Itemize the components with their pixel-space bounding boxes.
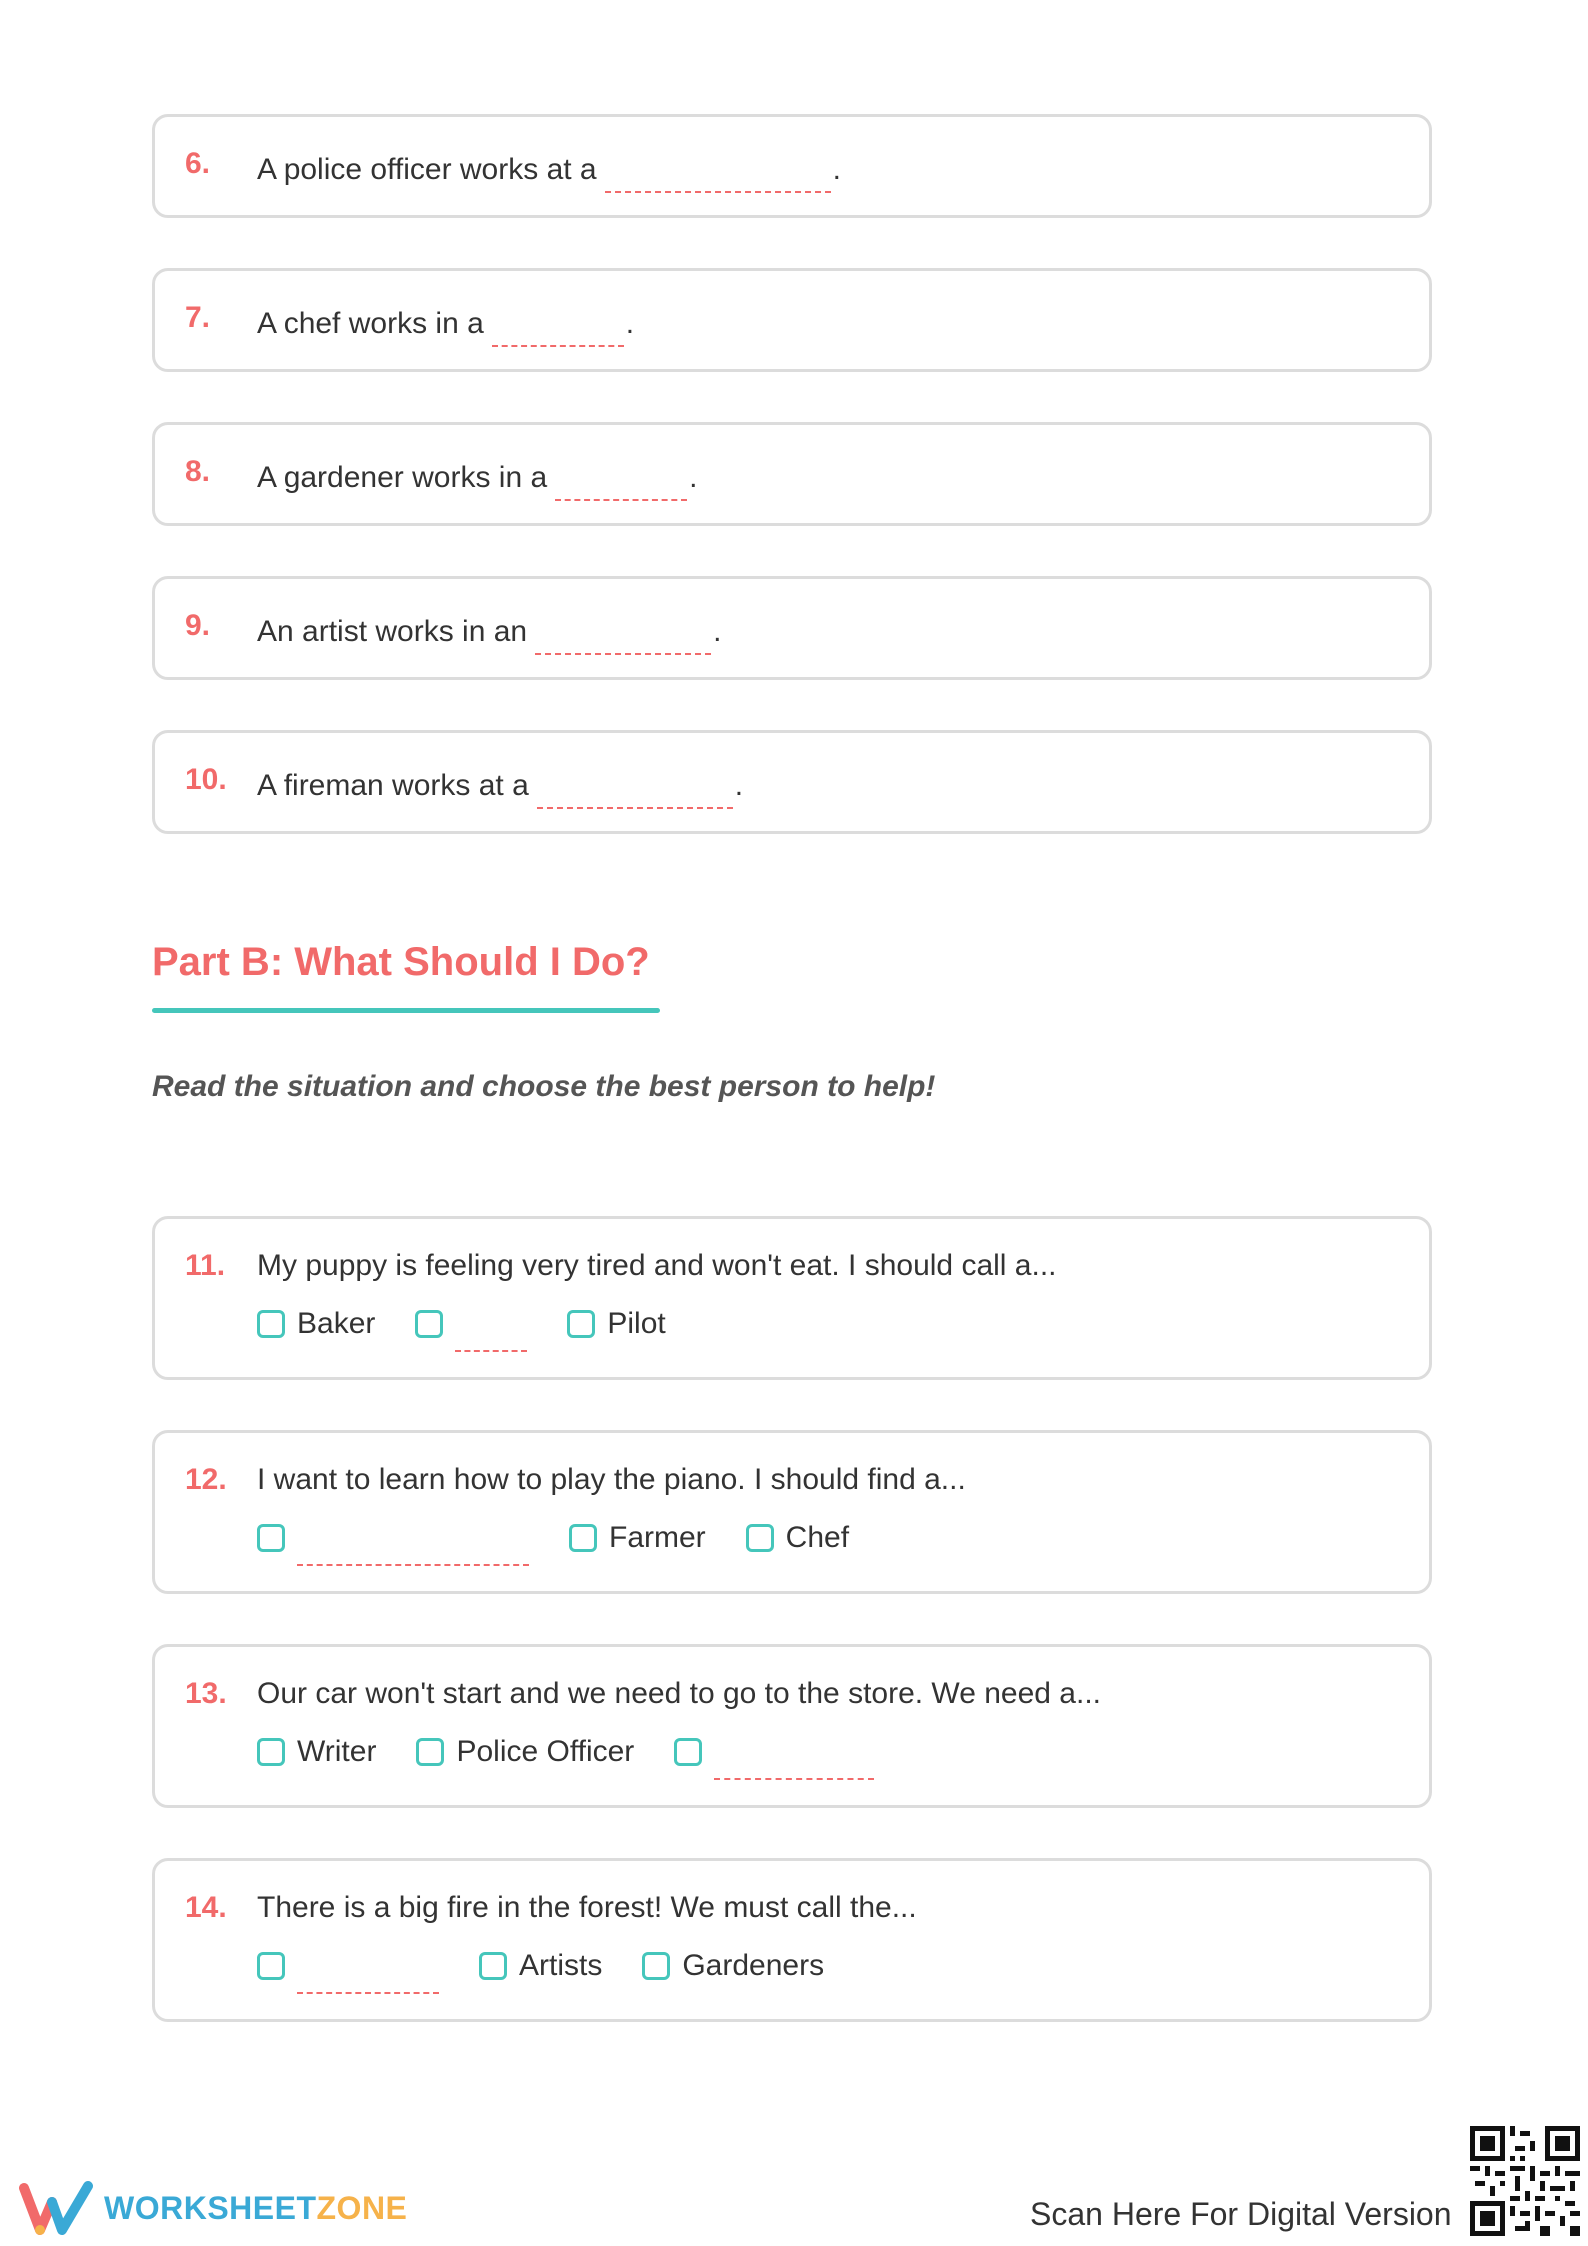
checkbox-icon[interactable] [642,1952,670,1980]
section-instruction: Read the situation and choose the best person to help! [152,1070,936,1103]
question-card-13 [152,1644,1432,1808]
answer-blank[interactable] [535,623,711,655]
option-label: Pilot [607,1307,666,1340]
checkbox-icon[interactable] [674,1738,702,1766]
question-text: My puppy is feeling very tired and won't eat. I should call a... [257,1249,1057,1282]
question-number: 12. [185,1463,227,1496]
question-text [257,455,698,495]
question-prompt: A police officer works at a [257,153,597,186]
checkbox-icon[interactable] [479,1952,507,1980]
question-card-9 [152,576,1432,680]
section-heading: Part B: What Should I Do? [152,940,650,984]
checkbox-icon[interactable] [257,1952,285,1980]
question-number: 8. [185,455,211,488]
option[interactable] [415,1308,527,1340]
options-row [257,1735,914,1769]
option-blank[interactable] [297,1962,439,1994]
option[interactable] [257,1735,376,1769]
answer-blank[interactable] [492,315,624,347]
option-blank[interactable] [455,1320,527,1352]
question-number: 10. [185,763,227,796]
scan-caption: Scan Here For Digital Version [1030,2196,1452,2232]
question-text: There is a big fire in the forest! We must call the... [257,1891,917,1924]
checkbox-icon[interactable] [257,1738,285,1766]
option[interactable] [569,1521,706,1555]
period: . [689,461,698,494]
options-row [257,1949,864,1983]
option-label: Artists [519,1949,603,1982]
checkbox-icon[interactable] [415,1310,443,1338]
option-label: Police Officer [456,1735,635,1768]
option[interactable] [674,1736,874,1768]
question-text: I want to learn how to play the piano. I should find a... [257,1463,966,1496]
option[interactable] [257,1522,529,1554]
question-card-14 [152,1858,1432,2022]
question-prompt: A gardener works in a [257,461,548,494]
question-number: 14. [185,1891,227,1924]
question-number: 6. [185,147,211,180]
question-card-12 [152,1430,1432,1594]
option-label: Baker [297,1307,376,1340]
question-number: 13. [185,1677,227,1710]
option-label: Chef [785,1521,850,1554]
option-blank[interactable] [714,1748,874,1780]
question-card-8 [152,422,1432,526]
answer-blank[interactable] [605,161,831,193]
question-number: 7. [185,301,211,334]
answer-blank[interactable] [537,777,733,809]
option[interactable] [416,1735,634,1769]
checkbox-icon[interactable] [416,1738,444,1766]
options-row [257,1521,889,1555]
question-prompt: An artist works in an [257,615,528,648]
question-number: 9. [185,609,211,642]
checkbox-icon[interactable] [746,1524,774,1552]
checkbox-icon[interactable] [569,1524,597,1552]
question-card-6 [152,114,1432,218]
question-card-7 [152,268,1432,372]
question-number: 11. [185,1249,226,1282]
option-blank[interactable] [297,1534,529,1566]
worksheetzone-logo-icon [18,2178,94,2238]
question-text [257,763,743,803]
brand-name-part2: ZONE [316,2189,408,2226]
option[interactable] [746,1521,849,1555]
question-text [257,609,721,649]
period: . [625,307,635,340]
checkbox-icon[interactable] [257,1524,285,1552]
option[interactable] [642,1949,824,1983]
option[interactable] [257,1307,375,1341]
option[interactable] [257,1950,439,1982]
question-prompt: A chef works in a [257,307,484,340]
brand-logo [18,2178,407,2238]
question-text [257,147,841,187]
period: . [832,153,841,186]
option-label: Gardeners [682,1949,825,1982]
answer-blank[interactable] [555,469,687,501]
question-text: Our car won't start and we need to go to the store. We need a... [257,1677,1101,1710]
period: . [713,615,722,648]
period: . [734,769,744,802]
question-prompt: A fireman works at a [257,769,529,802]
question-card-11 [152,1216,1432,1380]
brand-name-part1: WORKSHEET [104,2189,317,2226]
question-card-10 [152,730,1432,834]
checkbox-icon[interactable] [567,1310,595,1338]
brand-name [104,2190,407,2227]
question-text [257,301,634,341]
qr-code-icon[interactable] [1470,2126,1580,2236]
option[interactable] [567,1307,665,1341]
checkbox-icon[interactable] [257,1310,285,1338]
heading-underline [152,1008,660,1013]
option-label: Farmer [609,1521,706,1554]
option-label: Writer [297,1735,377,1768]
option[interactable] [479,1949,602,1983]
options-row [257,1307,706,1341]
